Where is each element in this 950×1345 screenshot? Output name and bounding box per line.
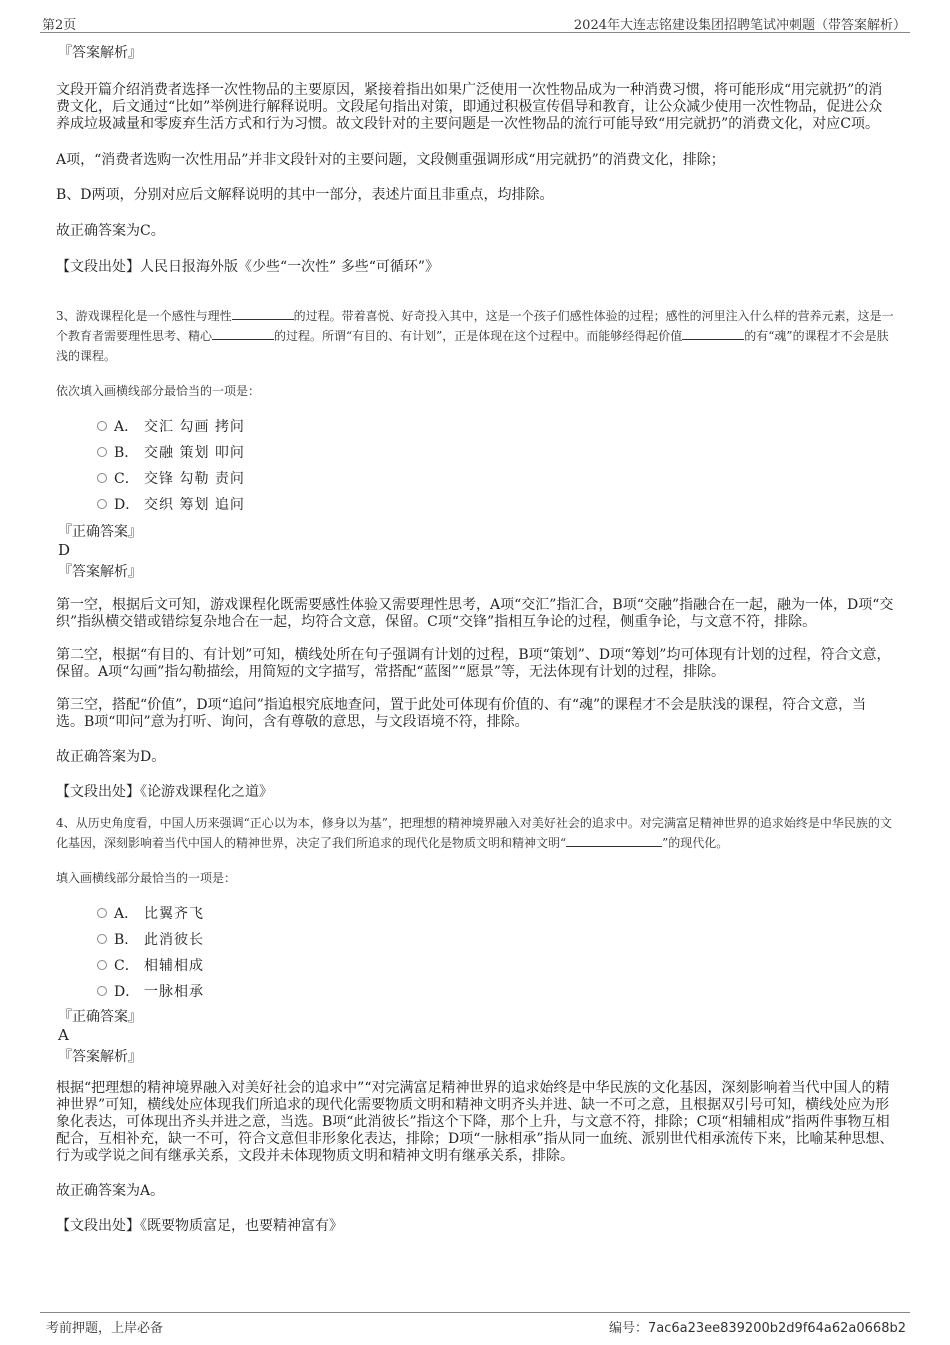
analysis-label: 『答案解析』 bbox=[58, 564, 142, 580]
radio-icon[interactable] bbox=[97, 908, 107, 918]
fill-blank bbox=[212, 327, 274, 340]
question-stem: 4、从历史角度看，中国人历来强调“正心以为本，修身以为基”，把理想的精神境界融入对美好社会的追求中。对完满富足精神世界的追求始终是中华民族的文化基因，深刻影响着当代中国人的精神世界，决定了我们所追求的现代化是物质文明和精神文明“ ”的现代化。 bbox=[56, 816, 892, 850]
correct-answer: A bbox=[58, 1026, 69, 1044]
option-c[interactable]: C． 交锋 勾勒 责问 bbox=[56, 465, 894, 491]
page-header bbox=[40, 10, 910, 33]
options-list bbox=[56, 413, 894, 517]
option-b[interactable]: B． 交融 策划 叩问 bbox=[56, 439, 894, 465]
correct-answer-statement: 故正确答案为C。 bbox=[56, 223, 165, 239]
option-b[interactable]: B． 此消彼长 bbox=[56, 926, 894, 952]
radio-icon[interactable] bbox=[97, 421, 107, 431]
radio-icon[interactable] bbox=[97, 934, 107, 944]
radio-icon[interactable] bbox=[97, 473, 107, 483]
fill-blank bbox=[566, 834, 662, 847]
source-citation: 【文段出处】《论游戏课程化之道》 bbox=[56, 784, 273, 800]
document-title: 2024年大连志铭建设集团招聘笔试冲刺题（带答案解析） bbox=[573, 18, 906, 33]
source-citation: 【文段出处】人民日报海外版《少些“一次性” 多些“可循环”》 bbox=[56, 259, 440, 275]
fill-blank bbox=[682, 327, 744, 340]
analysis-paragraph: 第二空，根据“有目的、有计划”可知，横线处所在句子强调有计划的过程，B项“策划”、D项“筹划”均可体现有计划的过程，符合文意，保留。A项“勾画”指勾勒描绘，用简短的文字描写，常搭配“蓝图”“愿景”等，无法体现有计划的过程，排除。 bbox=[56, 647, 891, 680]
analysis-paragraph: 第一空，根据后文可知，游戏课程化既需要感性体验又需要理性思考，A项“交汇”指汇合，B项“交融”指融合在一起，融为一体，D项“交织”指纵横交错或错综复杂地合在一起，均符合文意，保留。C项“交锋”指相互争论的过程，侧重争论，与文意不符，排除。 bbox=[56, 597, 894, 630]
page-footer bbox=[40, 1312, 910, 1343]
page-number: 第2页 bbox=[42, 18, 77, 33]
source-citation: 【文段出处】《既要物质富足，也要精神富有》 bbox=[56, 1218, 343, 1234]
option-d[interactable]: D． 一脉相承 bbox=[56, 978, 894, 1004]
question-instruction: 填入画横线部分最恰当的一项是： bbox=[56, 871, 237, 885]
fill-blank bbox=[232, 307, 294, 320]
analysis-label: 『答案解析』 bbox=[58, 45, 142, 61]
footer-slogan: 考前押题，上岸必备 bbox=[46, 1321, 164, 1336]
correct-answer-statement: 故正确答案为A。 bbox=[56, 1183, 165, 1199]
analysis-paragraph: 文段开篇介绍消费者选择一次性物品的主要原因，紧接着指出如果广泛使用一次性物品成为一种消费习惯，将可能形成“用完就扔”的消费文化，后文通过“比如”举例进行解释说明。文段尾句指出对策，即通过积极宣传倡导和教育，让公众减少使用一次性物品，促进公众养成垃圾减量和零废弃生活方式和行为习惯。故文段针对的主要问题是一次性物品的流行可能导致“用完就扔”的消费文化，对应C项。 bbox=[56, 82, 883, 132]
correct-answer-label: 『正确答案』 bbox=[58, 524, 142, 540]
question-instruction: 依次填入画横线部分最恰当的一项是： bbox=[56, 384, 261, 398]
radio-icon[interactable] bbox=[97, 499, 107, 509]
radio-icon[interactable] bbox=[97, 960, 107, 970]
correct-answer-statement: 故正确答案为D。 bbox=[56, 749, 166, 765]
option-a[interactable]: A． 比翼齐飞 bbox=[56, 900, 894, 926]
radio-icon[interactable] bbox=[97, 986, 107, 996]
correct-answer: D bbox=[58, 541, 71, 559]
document-id: 编号：7ac6a23ee839200b2d9f64a62a0668b2 bbox=[608, 1321, 906, 1336]
options-list bbox=[56, 900, 894, 1004]
option-d[interactable]: D． 交织 筹划 追问 bbox=[56, 491, 894, 517]
analysis-paragraph: B、D两项，分别对应后文解释说明的其中一部分，表述片面且非重点，均排除。 bbox=[56, 187, 554, 203]
analysis-paragraph: 第三空，搭配“价值”，D项“追问”指追根究底地查问，置于此处可体现有价值的、有“魂”的课程才不会是肤浅的课程，符合文意，当选。B项“叩问”意为打听、询问，含有尊敬的意思，与文段语境不符，排除。 bbox=[56, 697, 867, 730]
analysis-paragraph: A项，“消费者选购一次性用品”并非文段针对的主要问题，文段侧重强调形成“用完就扔”的消费文化，排除； bbox=[56, 152, 725, 168]
option-c[interactable]: C． 相辅相成 bbox=[56, 952, 894, 978]
analysis-paragraph: 根据“把理想的精神境界融入对美好社会的追求中”“对完满富足精神世界的追求始终是中华民族的文化基因，深刻影响着当代中国人的精神世界”可知，横线处应体现我们所追求的现代化需要物质文明和精神文明齐头并进、缺一不可之意，且根据双引号可知，横线处应为形象化表达，可体现出齐头并进之意，当选。B项“此消彼长”指这个下降，那个上升，与文意不符，排除；C项“相辅相成”指两件事物互相配合，互相补充，缺一不可，符合文意但非形象化表达，排除；D项“一脉相承”指从同一血统、派别世代相承流传下来，比喻某种思想、行为或学说之间有继承关系，文段并未体现物质文明和精神文明有继承关系，排除。 bbox=[56, 1080, 894, 1164]
document-body bbox=[56, 44, 894, 1235]
option-a[interactable]: A． 交汇 勾画 拷问 bbox=[56, 413, 894, 439]
question-stem: 3、游戏课程化是一个感性与理性 的过程。带着喜悦、好奇投入其中，这是一个孩子们感性体验的过程；感性的河里注入什么样的营养元素，这是一个教育者需要理性思考、精心 的过程。所谓“有目的、有计划”，正是体现在这个过程中。而能够经得起价值 的有“魂”的课程才不会是肤浅的课程。 bbox=[56, 309, 894, 363]
correct-answer-label: 『正确答案』 bbox=[58, 1009, 142, 1025]
radio-icon[interactable] bbox=[97, 447, 107, 457]
analysis-label: 『答案解析』 bbox=[58, 1049, 142, 1065]
